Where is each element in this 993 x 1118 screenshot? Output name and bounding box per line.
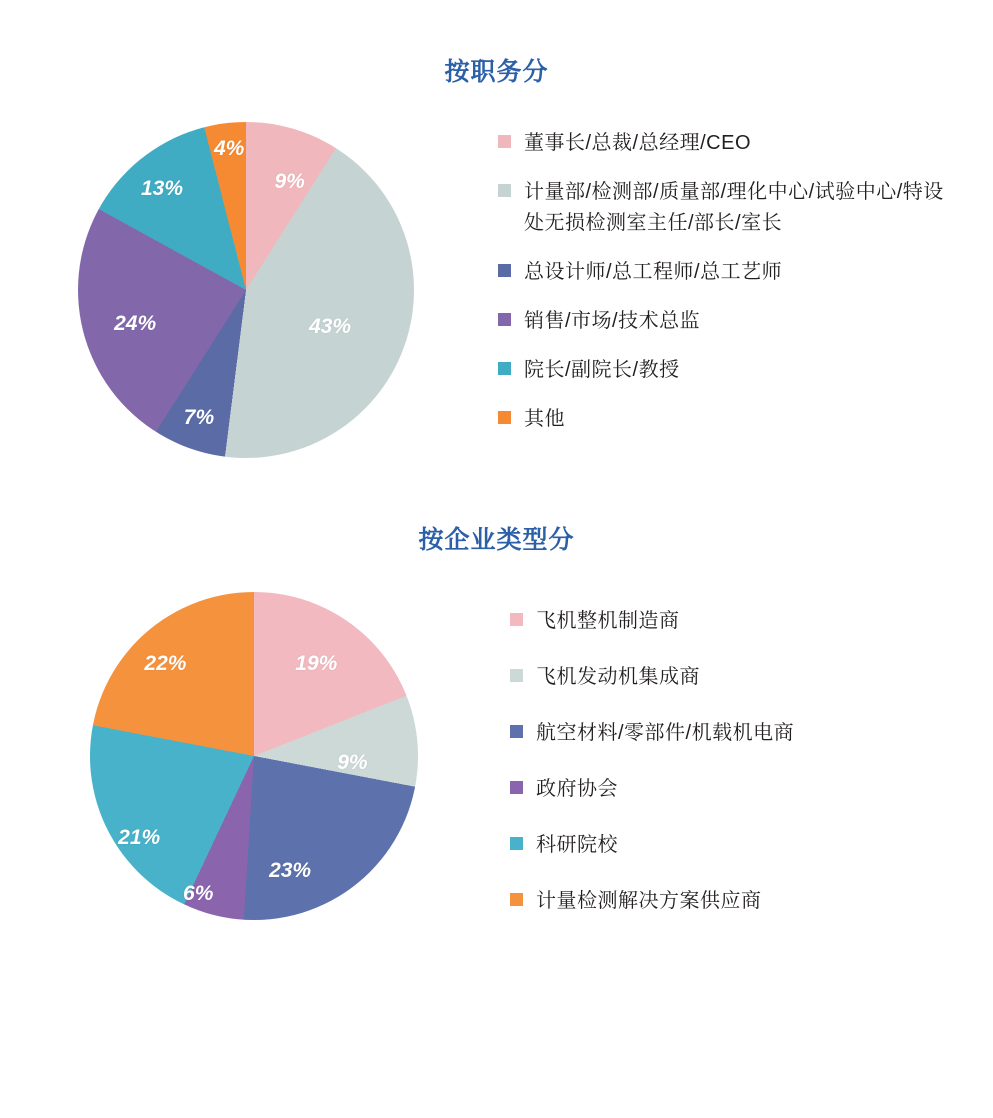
pie-slice-label-2: 23% bbox=[269, 858, 312, 882]
legend-label: 董事长/总裁/总经理/CEO bbox=[524, 132, 752, 154]
legend-item[interactable] bbox=[498, 355, 983, 386]
chart-body-companies bbox=[0, 592, 993, 942]
legend-label: 院长/副院长/教授 bbox=[524, 359, 680, 381]
legend-label: 计量检测解决方案供应商 bbox=[536, 890, 762, 912]
chart-block-jobs bbox=[0, 0, 993, 458]
legend-companies bbox=[510, 592, 993, 942]
legend-item[interactable] bbox=[510, 886, 993, 917]
pie-chart-jobs bbox=[78, 122, 414, 458]
legend-item[interactable] bbox=[510, 774, 993, 805]
legend-item[interactable] bbox=[510, 830, 993, 861]
pie-slice-label-1: 9% bbox=[337, 750, 368, 774]
legend-label: 政府协会 bbox=[536, 778, 618, 800]
legend-label: 销售/市场/技术总监 bbox=[524, 310, 701, 332]
legend-swatch-icon bbox=[498, 264, 511, 277]
legend-item[interactable] bbox=[498, 306, 983, 337]
legend-label: 其他 bbox=[524, 408, 565, 430]
pie-slice-label-4: 13% bbox=[140, 177, 184, 201]
pie-wrap-companies bbox=[0, 592, 510, 920]
legend-swatch-icon bbox=[498, 411, 511, 424]
legend-label: 计量部/检测部/质量部/理化中心/试验中心/特设处无损检测室主任/部长/室长 bbox=[524, 181, 944, 234]
legend-label: 飞机整机制造商 bbox=[536, 610, 680, 632]
chart-title-jobs: 按职务分 bbox=[444, 58, 549, 86]
chart-body-jobs bbox=[0, 122, 993, 458]
legend-item[interactable] bbox=[498, 257, 983, 288]
legend-swatch-icon bbox=[498, 313, 511, 326]
legend-swatch-icon bbox=[510, 781, 523, 794]
pie-wrap-jobs bbox=[0, 122, 498, 458]
pie-slice-label-0: 9% bbox=[274, 170, 305, 194]
pie-slice-label-0: 19% bbox=[295, 652, 338, 676]
legend-swatch-icon bbox=[498, 135, 511, 148]
legend-item[interactable] bbox=[498, 128, 983, 159]
pie-slice-label-2: 7% bbox=[183, 405, 215, 429]
legend-swatch-icon bbox=[510, 893, 523, 906]
pie-slice-label-1: 43% bbox=[308, 314, 352, 338]
legend-swatch-icon bbox=[510, 613, 523, 626]
legend-item[interactable] bbox=[498, 177, 983, 239]
legend-label: 总设计师/总工程师/总工艺师 bbox=[524, 261, 783, 283]
legend-item[interactable] bbox=[510, 606, 993, 637]
pie-slice-label-3: 24% bbox=[114, 311, 157, 335]
legend-swatch-icon bbox=[498, 362, 511, 375]
legend-jobs bbox=[498, 122, 993, 453]
chart-title-companies: 按企业类型分 bbox=[418, 526, 575, 554]
pie-slice-label-4: 21% bbox=[118, 826, 161, 849]
pie-slice-label-5: 22% bbox=[144, 652, 187, 676]
legend-swatch-icon bbox=[510, 837, 523, 850]
chart-block-companies bbox=[0, 458, 993, 942]
legend-swatch-icon bbox=[510, 725, 523, 738]
pie-slice-label-5: 4% bbox=[214, 136, 245, 160]
legend-item[interactable] bbox=[510, 662, 993, 693]
legend-swatch-icon bbox=[498, 184, 511, 197]
legend-label: 飞机发动机集成商 bbox=[536, 666, 700, 688]
legend-label: 航空材料/零部件/机载机电商 bbox=[536, 722, 795, 744]
legend-label: 科研院校 bbox=[536, 834, 618, 856]
pie-slice-label-3: 6% bbox=[183, 881, 214, 905]
legend-item[interactable] bbox=[498, 404, 983, 435]
legend-swatch-icon bbox=[510, 669, 523, 682]
legend-item[interactable] bbox=[510, 718, 993, 749]
pie-chart-companies bbox=[90, 592, 418, 920]
